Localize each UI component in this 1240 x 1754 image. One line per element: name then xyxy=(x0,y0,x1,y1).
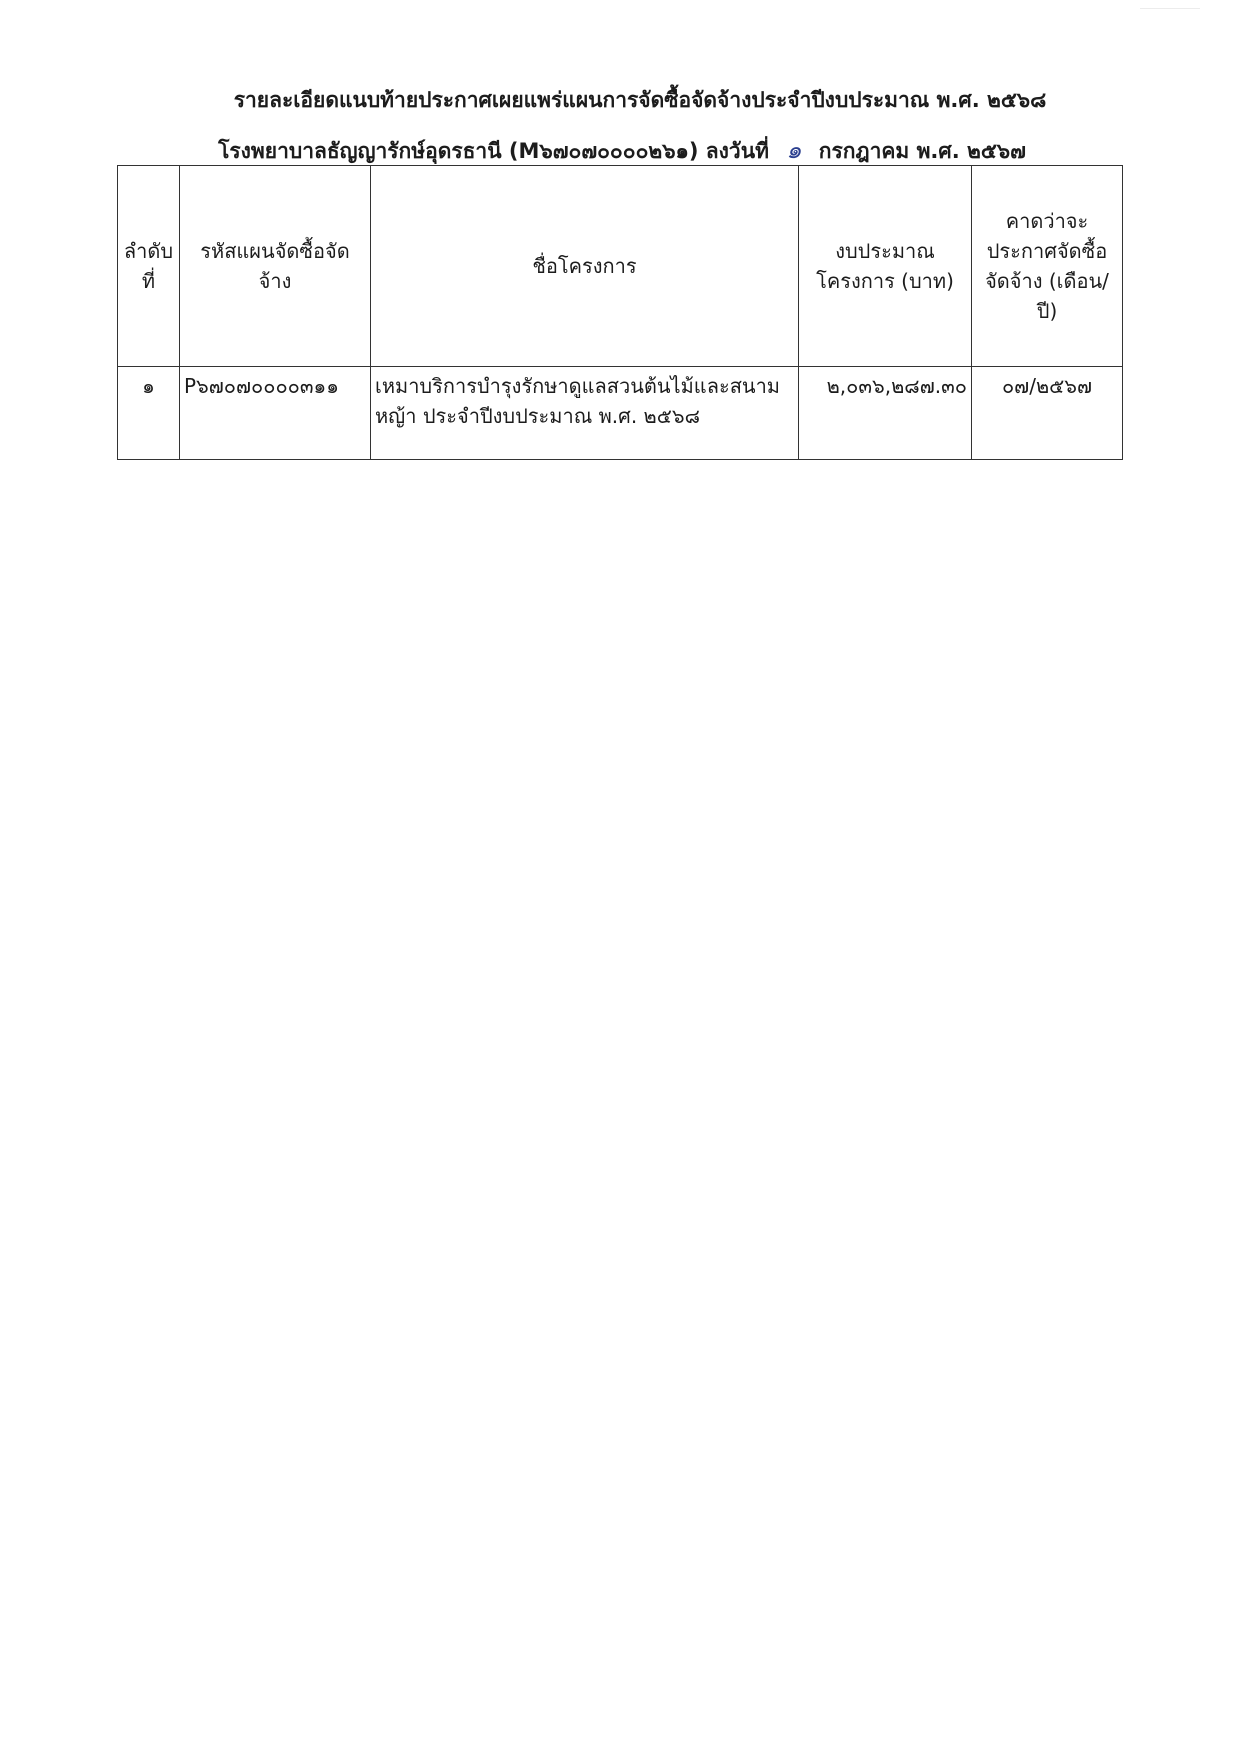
header-plan-code: รหัสแผนจัดซื้อจัดจ้าง xyxy=(180,166,371,367)
procurement-plan-table xyxy=(117,165,1123,460)
cell-plan-code: P๖๗๐๗๐๐๐๐๓๑๑ xyxy=(180,367,371,460)
header-budget: งบประมาณโครงการ (บาท) xyxy=(799,166,972,367)
header-project-name: ชื่อโครงการ xyxy=(371,166,799,367)
cell-budget: ๒,๐๓๖,๒๘๗.๓๐ xyxy=(799,367,972,460)
scan-artifact xyxy=(1140,8,1200,23)
cell-expected-month: ๐๗/๒๕๖๗ xyxy=(972,367,1123,460)
header-expected-month: คาดว่าจะประกาศจัดซื้อจัดจ้าง (เดือน/ปี) xyxy=(972,166,1123,367)
title-line-2-prefix: โรงพยาบาลธัญญารักษ์อุดรธานี (M๖๗๐๗๐๐๐๐๒๖๑) ลงวันที่ xyxy=(218,139,769,163)
handwritten-day: ๑ xyxy=(786,136,802,164)
cell-project-name: เหมาบริการบำรุงรักษาดูแลสวนต้นไม้และสนามหญ้า ประจำปีงบประมาณ พ.ศ. ๒๕๖๘ xyxy=(371,367,799,460)
title-line-2-suffix: กรกฎาคม พ.ศ. ๒๕๖๗ xyxy=(818,139,1026,163)
title-line-1-text: รายละเอียดแนบท้ายประกาศเผยแพร่แผนการจัดซื้อจัดจ้างประจำปีงบประมาณ พ.ศ. ๒๕๖๘ xyxy=(233,88,1047,112)
table-row xyxy=(118,367,1123,460)
document-title-line-1 xyxy=(20,84,1240,117)
table-header-row xyxy=(118,166,1123,367)
cell-no: ๑ xyxy=(118,367,180,460)
header-no: ลำดับที่ xyxy=(118,166,180,367)
document-title-line-2 xyxy=(2,130,1240,169)
